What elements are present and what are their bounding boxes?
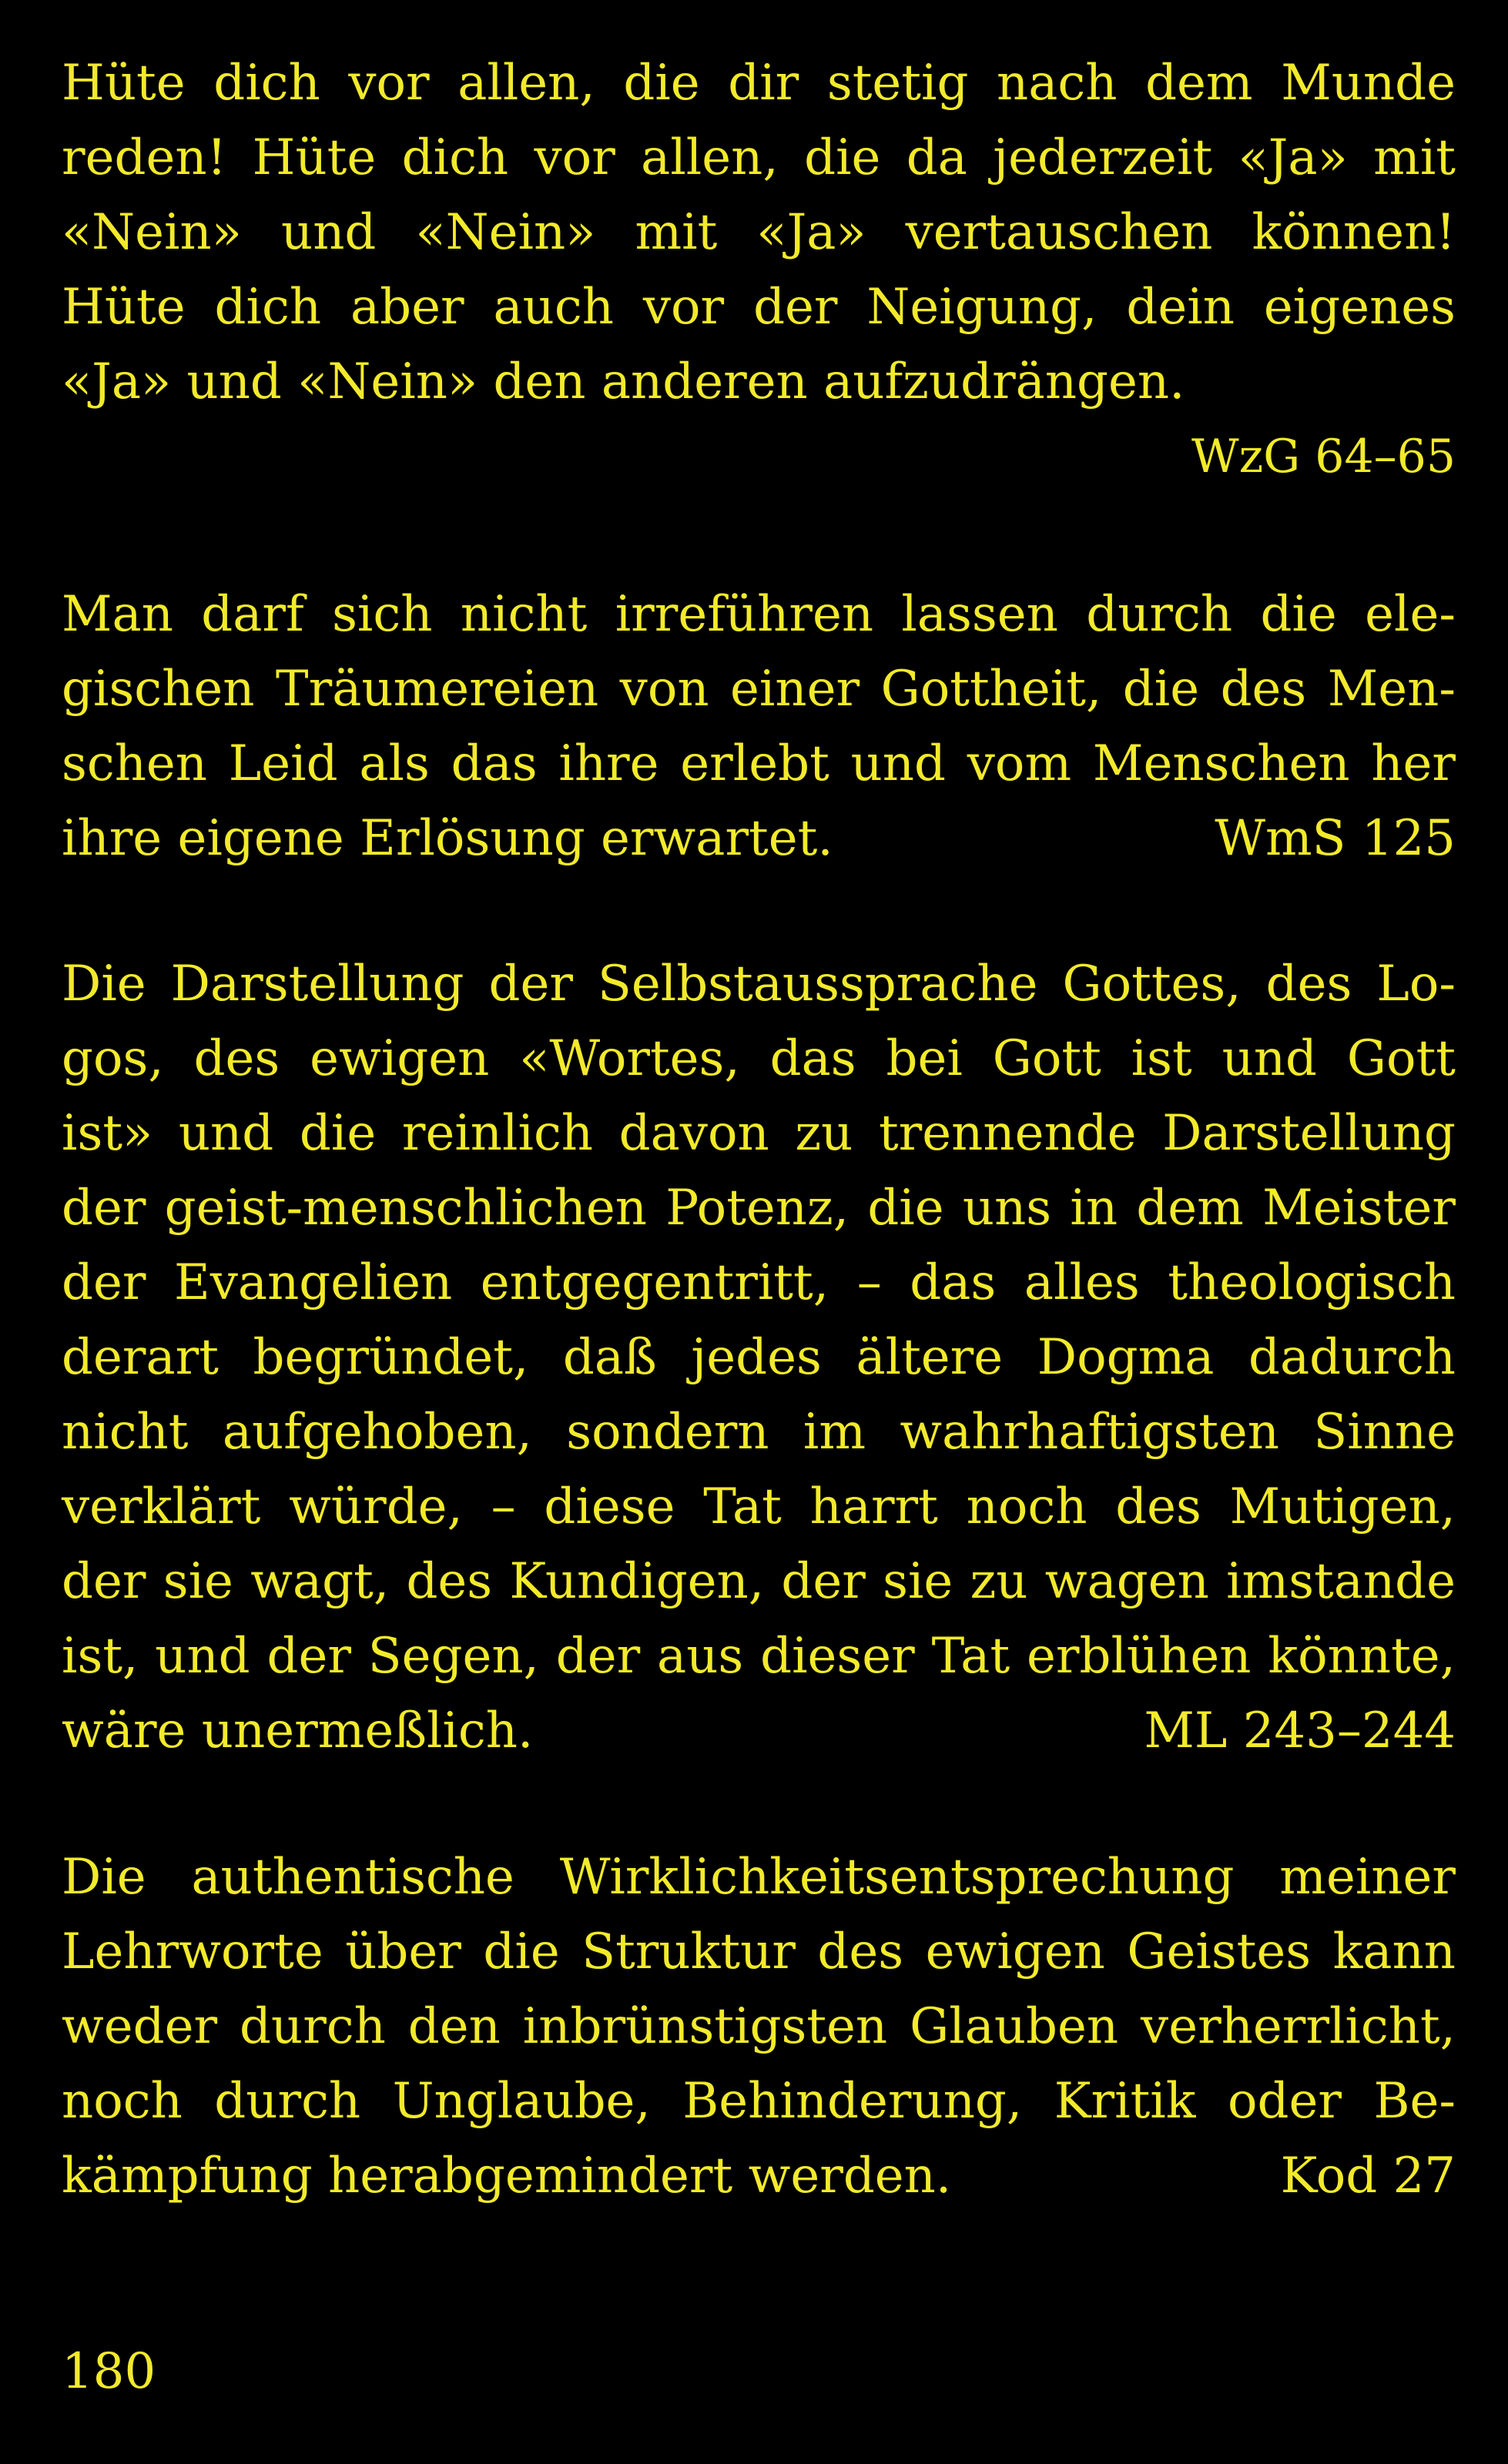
quote-source: WzG 64–65 [1191,430,1456,484]
quote-line: Die Darstellung der Selbstaussprache Gottes, des Lo- [62,956,1456,1013]
quote-source: WmS 125 [1215,810,1456,867]
quote-line: der Evangelien entgegentritt, – das alles theologisch [62,1254,1456,1311]
quote-wms [62,578,1456,876]
page-number: 180 [62,2343,156,2400]
quote-kod [62,1840,1456,2214]
quote-line: verklärt würde, – diese Tat harrt noch des Mutigen, [62,1478,1456,1535]
quote-source: Kod 27 [1280,2148,1456,2205]
quote-line: Man darf sich nicht irreführen lassen durch die ele- [62,586,1456,643]
quote-last-line [62,1694,1456,1769]
quote-source: ML 243–244 [1144,1702,1456,1759]
quote-line: «Nein» und «Nein» mit «Ja» vertauschen können! [62,204,1456,261]
quote-line: ihre eigene Erlösung erwartet. [62,810,833,867]
quote-line: nicht aufgehoben, sondern im wahrhaftigsten Sinne [62,1404,1456,1461]
quote-line: weder durch den inbrünstigsten Glauben verherrlicht, [62,1998,1456,2055]
quote-line: ist» und die reinlich davon zu trennende Darstellung [62,1105,1456,1162]
quote-line: kämpfung herabgemindert werden. [62,2148,952,2205]
quote-line: ist, und der Segen, der aus dieser Tat erblühen könnte, [62,1628,1456,1685]
quote-last-line [62,2139,1456,2214]
quote-line: derart begründet, daß jedes ältere Dogma dadurch [62,1329,1456,1386]
quote-line: der geist-menschlichen Potenz, die uns in dem Meister [62,1180,1456,1237]
quote-line: noch durch Unglaube, Behinderung, Kritik oder Be- [62,2073,1456,2130]
quote-line: der sie wagt, des Kundigen, der sie zu wagen imstande [62,1553,1456,1610]
quote-line: «Ja» und «Nein» den anderen aufzudrängen. [62,353,1185,410]
quote-last-line [62,802,1456,876]
quote-line: schen Leid als das ihre erlebt und vom Menschen her [62,735,1456,792]
quote-line: Hüte dich vor allen, die dir stetig nach dem Munde [62,55,1456,112]
quote-wzg [62,46,1456,494]
quote-line: reden! Hüte dich vor allen, die da jederzeit «Ja» mit [62,129,1456,186]
quote-line: Lehrworte über die Struktur des ewigen Geistes kann [62,1923,1456,1980]
quote-line: Die authentische Wirklichkeitsentsprechung meiner [62,1849,1456,1906]
quote-line: gischen Träumereien von einer Gottheit, die des Men- [62,661,1456,718]
quote-ml [62,947,1456,1769]
quote-line: Hüte dich aber auch vor der Neigung, dein eigenes [62,279,1456,336]
quote-line: gos, des ewigen «Wortes, das bei Gott ist und Gott [62,1030,1456,1087]
quote-line: wäre unermeßlich. [62,1702,534,1759]
